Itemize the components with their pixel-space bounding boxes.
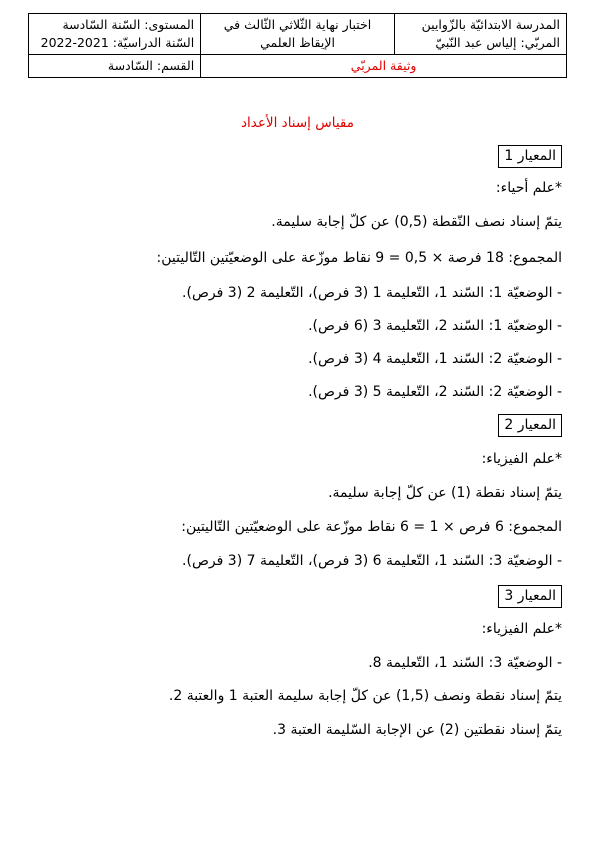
header-level-cell [29,14,201,55]
criterion-1-total: المجموع: 18 فرصة × 0,5 = 9 نقاط موزّعة على الوضعيّتين التّاليتين: [156,250,562,266]
header-exam-cell [201,14,395,55]
criterion-2-total: المجموع: 6 فرص × 1 = 6 نقاط موزّعة على الوضعيّتين التّاليتين: [181,519,562,535]
criterion-3-label: المعيار 3 [498,585,562,608]
exam-title-line2: الإيقاظ العلمي [260,35,335,50]
criterion-2-label: المعيار 2 [498,414,562,437]
header-table [28,13,567,78]
criterion-2-item: - الوضعيّة 3: السّند 1، التّعليمة 6 (3 فرص)، التّعليمة 7 (3 فرص). [182,553,562,569]
level-label: المستوى: السّنة السّادسة [62,17,195,32]
criterion-1-item: - الوضعيّة 1: السّند 1، التّعليمة 1 (3 فرص)، التّعليمة 2 (3 فرص). [182,285,562,301]
criterion-1-item: - الوضعيّة 2: السّند 2، التّعليمة 5 (3 فرص). [308,384,562,400]
section-label: القسم: السّادسة [29,55,201,78]
doc-type: وثيقة المربّي [201,55,567,78]
criterion-1-label: المعيار 1 [498,145,562,168]
exam-title-line1: اختبار نهاية الثّلاثي الثّالث في [223,17,372,32]
school-name: المدرسة الابتدائيّة بالزّوايين [421,17,560,32]
criterion-1-item: - الوضعيّة 2: السّند 1، التّعليمة 4 (3 فرص). [308,351,562,367]
header-school-cell [394,14,566,55]
school-year: السّنة الدراسيّة: 2021-2022 [40,35,195,50]
criterion-3-item: - الوضعيّة 3: السّند 1، التّعليمة 8. [368,655,562,671]
criterion-3-rule: يتمّ إسناد نقطة ونصف (1,5) عن كلّ إجابة سليمة العتبة 1 والعتبة 2. [168,688,562,704]
criterion-2-subject: *علم الفيزياء: [481,451,562,467]
criterion-3-rule: يتمّ إسناد نقطتين (2) عن الإجابة السّليمة العتبة 3. [272,722,562,738]
criterion-3-subject: *علم الفيزياء: [481,621,562,637]
criterion-1-subject: *علم أحياء: [495,180,562,196]
page-title: مقياس إسناد الأعداد [241,115,354,131]
teacher-name: المربّي: إلياس عبد النّبيّ [435,35,560,50]
criterion-1-item: - الوضعيّة 1: السّند 2، التّعليمة 3 (6 فرص). [308,318,562,334]
criterion-1-rule: يتمّ إسناد نصف النّقطة (0,5) عن كلّ إجابة سليمة. [271,214,562,230]
criterion-2-rule: يتمّ إسناد نقطة (1) عن كلّ إجابة سليمة. [328,485,562,501]
